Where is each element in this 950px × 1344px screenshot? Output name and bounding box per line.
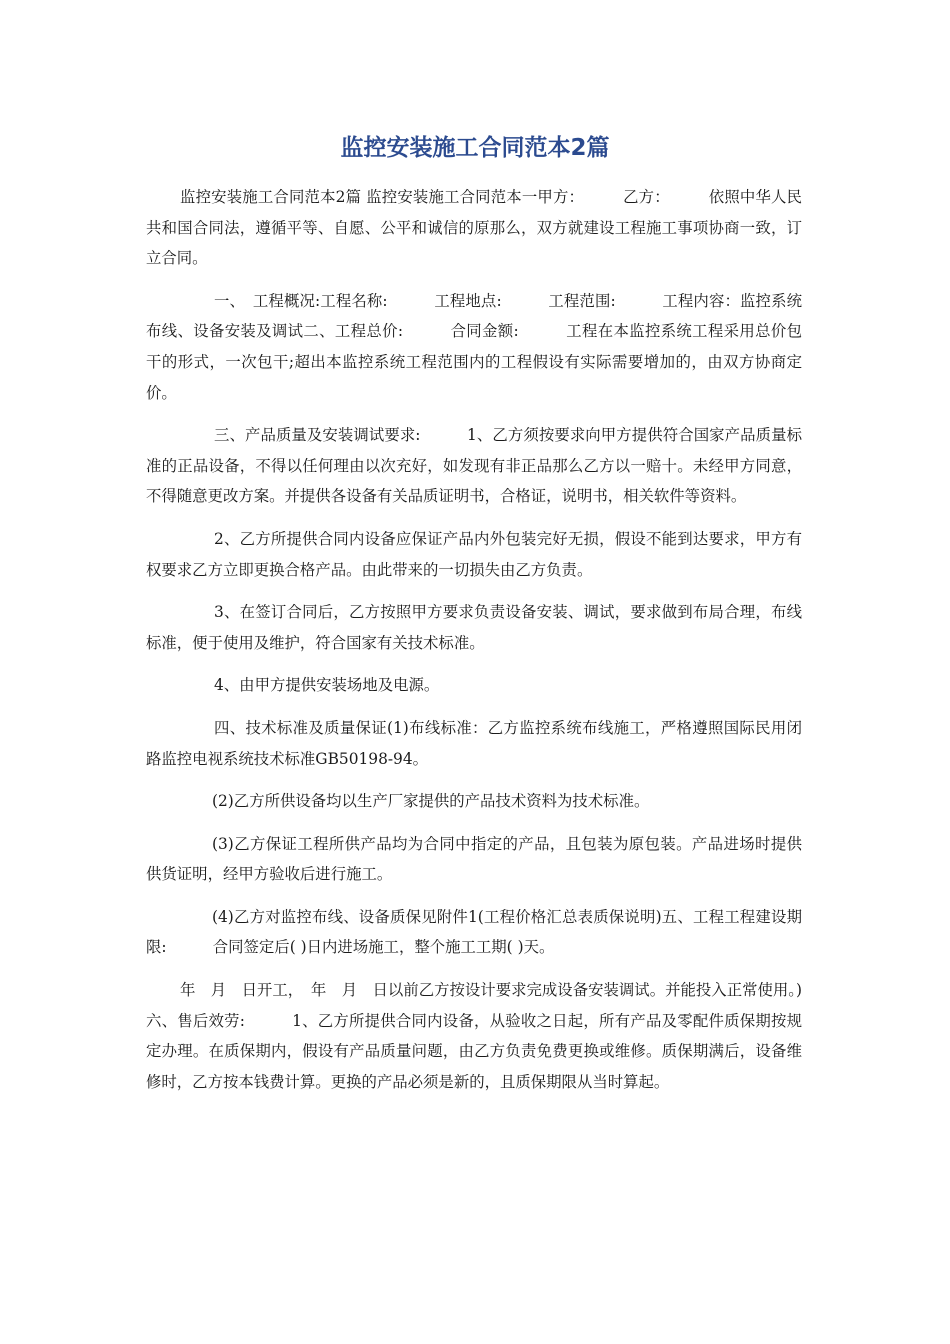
paragraph-after-sales: 年 月 日开工， 年 月 日以前乙方按设计要求完成设备安装调试。并能投入正常使用。)六、售后效劳: 1、乙方所提供合同内设备，从验收之日起，所有产品及零配件质保期按规定办理。在质保期内，假设有产品质量问题，由乙方负责免费更换或维修。质保期满后，设备维修时，乙方按本钱费计算。更换的产品必须是新的，且质保期限从当时算起。 bbox=[146, 981, 802, 1091]
paragraph-technical-standards: 四、技术标准及质量保证(1)布线标准：乙方监控系统布线施工，严格遵照国际民用闭路监控电视系统技术标准GB50198-94。 bbox=[146, 718, 802, 768]
document-body bbox=[146, 182, 802, 1109]
paragraph-packaging: 2、乙方所提供合同内设备应保证产品内外包装完好无损，假设不能到达要求，甲方有权要求乙方立即更换合格产品。由此带来的一切损失由乙方负责。 bbox=[146, 529, 802, 579]
paragraph-product-guarantee: (3)乙方保证工程所供产品均为合同中指定的产品，且包装为原包装。产品进场时提供供货证明，经甲方验收后进行施工。 bbox=[146, 834, 802, 884]
paragraph-construction-period: (4)乙方对监控布线、设备质保见附件1(工程价格汇总表质保说明)五、工程工程建设期限: 合同签定后( )日内进场施工，整个施工工期( )天。 bbox=[146, 907, 802, 957]
paragraph-installation: 3、在签订合同后，乙方按照甲方要求负责设备安装、调试，要求做到布局合理，布线标准，便于使用及维护，符合国家有关技术标准。 bbox=[146, 603, 802, 652]
paragraph-quality-requirements: 三、产品质量及安装调试要求: 1、乙方须按要求向甲方提供符合国家产品质量标准的正品设备，不得以任何理由以次充好，如发现有非正品那么乙方以一赔十。未经甲方同意，不得随意更改方案。并提供各设备有关品质证明书，合格证，说明书，相关软件等资料。 bbox=[146, 426, 802, 506]
paragraph-intro: 监控安装施工合同范本2篇 监控安装施工合同范本一甲方： 乙方： 依照中华人民共和国合同法，遵循平等、自愿、公平和诚信的原那么，双方就建设工程施工事项协商一致，订立合同。 bbox=[146, 188, 802, 268]
paragraph-site-power: 4、由甲方提供安装场地及电源。 bbox=[214, 676, 440, 695]
paragraph-equipment-standard: (2)乙方所供设备均以生产厂家提供的产品技术资料为技术标准。 bbox=[212, 792, 650, 811]
document-title: 监控安装施工合同范本2篇 bbox=[340, 135, 610, 161]
paragraph-project-overview: 一、 工程概况:工程名称: 工程地点: 工程范围: 工程内容：监控系统布线、设备安装及调试二、工程总价: 合同金额: 工程在本监控系统工程采用总价包干的形式，一次包干;超出本监控系统工程范围内的工程假设有实际需要增加的，由双方协商定价。 bbox=[146, 291, 802, 402]
